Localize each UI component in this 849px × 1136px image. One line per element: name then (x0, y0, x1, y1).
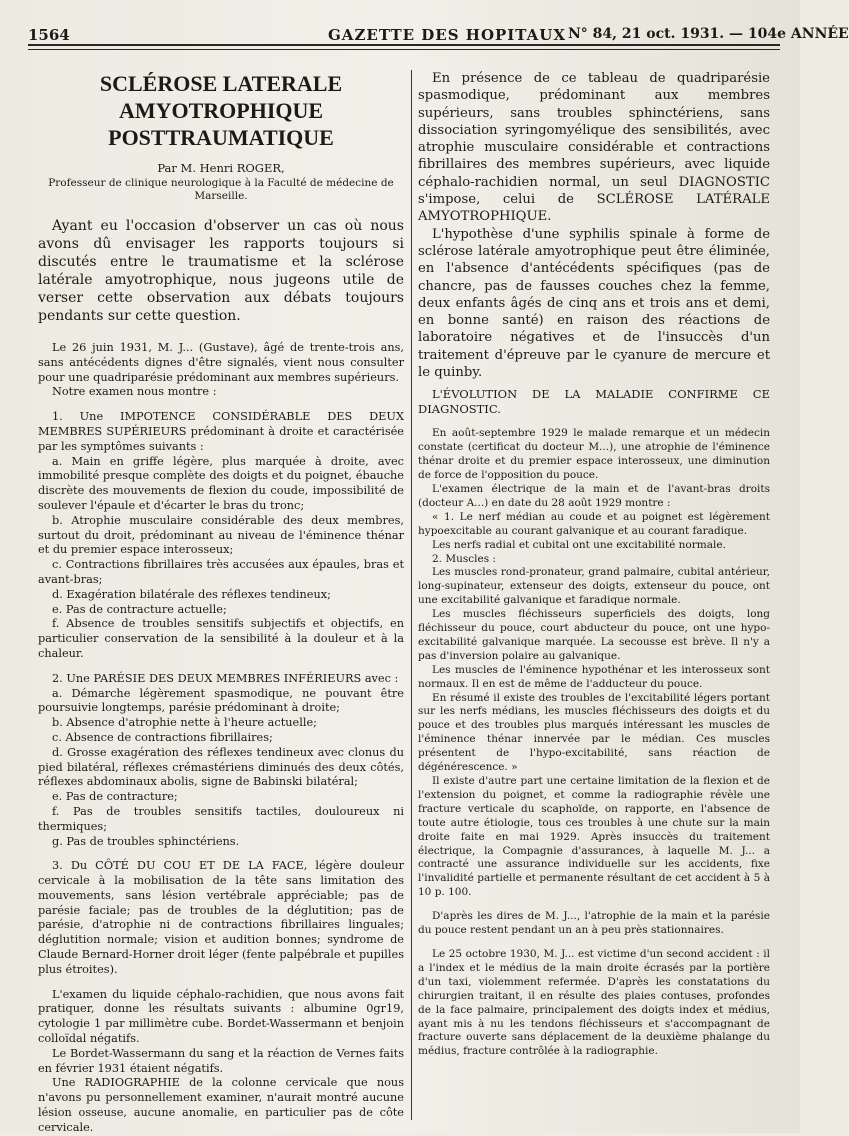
section-2-item-f: f. Pas de troubles sensitifs tactiles, douloureux ni thermiques; (38, 804, 404, 833)
stationary-paragraph: D'après les dires de M. J..., l'atrophie de la main et la parésie du pouce restent pendant un an à peu près stationnaires. (418, 910, 770, 937)
section-2-item-e: e. Pas de contracture; (52, 790, 178, 804)
author-byline: Par M. Henri ROGER, (157, 161, 285, 175)
section-1-item-a: a. Main en griffe légère, plus marquée à droite, avec immobilité presque complète des doigts et du poignet, ébauche discrète des mouvements de flexion du coude, impossibilité de soulever l'épaule et d'écarter le bras du tronc; (38, 454, 404, 512)
diagnosis-paragraph: En présence de ce tableau de quadriparésie spasmodique, prédominant aux membres supérieurs, sans troubles sphinctériens, sans dissociation syringomyélique des sensibilités, avec atrophie musculaire considérable et contractions fibrillaires des membres supérieurs, avec liquide céphalo-rachidien normal, un seul DIAGNOSTIC s'impose, celui de SCLÉROSE LATÉRALE AMYOTROPHIQUE. (418, 71, 770, 225)
page-header (28, 18, 849, 44)
history-paragraph: En août-septembre 1929 le malade remarque et un médecin constate (certificat du docteur M...), une atrophie de l'éminence thénar droite et du premier espace interosseux, une diminution de force de l'opposition du pouce. (418, 427, 770, 482)
right-column (418, 70, 770, 1059)
section-1-item-d: d. Exagération bilatérale des réflexes tendineux; (52, 587, 331, 601)
summary-paragraph: En résumé il existe des troubles de l'excitabilité légers portant sur les nerfs médians, les muscles fléchisseurs des doigts et du pouce et des troubles plus marqués intéressant les muscles de l'éminence thénar innervée par le médian. Ces muscles présentent de l'hypo-excitabilité, sans réaction de dégénérescence. » (418, 691, 770, 774)
section-2-item-d: d. Grosse exagération des réflexes tendineux avec clonus du pied bilatéral, réflexes crémastériens diminués des deux côtés, réflexes abdominaux abolis, signe de Babinski bilatéral; (38, 745, 404, 789)
muscles-heading: 2. Muscles : (432, 552, 496, 565)
page-number: 1564 (28, 26, 70, 44)
issue-info: N° 84, 21 oct. 1931. — 104e ANNÉE (568, 26, 849, 42)
article-title (38, 70, 404, 151)
section-3-paragraph: 3. Du CÔTÉ DU COU ET DE LA FACE, légère douleur cervicale à la mobilisation de la tête sans limitation des mouvements, sans lésion vertébrale appréciable; pas de parésie faciale; pas de troubles de la déglutition; pas de parésie, d'atrophie ni de contractions fibrillaires linguales; déglutition normale; vision et audition bonnes; syndrome de Claude Bernard-Horner droit léger (fente palpébrale et pupilles plus étroites). (38, 859, 405, 976)
radiography-paragraph: Une RADIOGRAPHIE de la colonne cervicale que nous n'avons pu personnellement examiner, n'aurait montré aucune lésion osseuse, aucune anomalie, en particulier pas de côte cervicale. (38, 1076, 404, 1134)
section-1-item-c: c. Contractions fibrillaires très accusées aux épaules, bras et avant-bras; (38, 558, 404, 586)
section-2-item-c: c. Absence de contractions fibrillaires; (52, 730, 273, 744)
syphilis-paragraph: L'hypothèse d'une syphilis spinale à forme de sclérose latérale amyotrophique peut être éliminée, en l'absence d'antécédents spécifiques (pas de chancre, pas de fausses couches chez la femme, deux enfants âgés de cinq ans et trois ans et demi, en bonne santé) en raison des réactions de laboratoire négatives et de l'insuccès d'un traitement d'épreuve par le cyanure de mercure et le quinby. (418, 226, 770, 381)
nerve-result: « 1. Le nerf médian au coude et au poignet est légèrement hypoexcitable au courant galvanique et au courant faradique. (418, 510, 770, 537)
column-divider (411, 70, 412, 1120)
section-1-heading: 1. Une IMPOTENCE CONSIDÉRABLE DES DEUX MEMBRES SUPÉRIEURS prédominant à droite et caractérisée par les symptômes suivants : (38, 410, 404, 453)
nerve-normal: Les nerfs radial et cubital ont une excitabilité normale. (432, 538, 726, 551)
section-2-item-g: g. Pas de troubles sphinctériens. (52, 834, 240, 848)
title-line-1: SCLÉROSE LATERALE AMYOTROPHIQUE (99, 71, 343, 123)
section-1-item-f: f. Absence de troubles sensitifs subjectifs et objectifs, en particulier conservation de la sensibilité à la douleur et à la chaleur. (38, 617, 404, 660)
left-column (38, 70, 404, 1136)
muscles-hypo: Les muscles fléchisseurs superficiels des doigts, long fléchisseur du pouce, court abducteur du pouce, ont une hypo-excitabilité galvanique marquée. La secousse est brève. Il n'y a pas d'inversion polaire au galvanique. (418, 608, 770, 662)
section-1-item-e: e. Pas de contracture actuelle; (52, 602, 227, 616)
evolution-heading: L'ÉVOLUTION DE LA MALADIE CONFIRME CE DIAGNOSTIC. (418, 387, 770, 417)
section-2-item-a: a. Démarche légèrement spasmodique, ne pouvant être poursuivie longtemps, parésie prédominant à droite; (38, 686, 404, 715)
muscles-hypothenar: Les muscles de l'éminence hypothénar et les interosseux sont normaux. Il en est de même de l'adducteur du pouce. (418, 663, 770, 690)
section-2-item-b: b. Absence d'atrophie nette à l'heure actuelle; (52, 716, 317, 730)
header-rule-thin (28, 49, 780, 50)
author-affiliation: Professeur de clinique neurologique à la Faculté de médecine de Marseille. (48, 177, 394, 202)
header-rule-thick (28, 44, 780, 46)
section-2-heading: 2. Une PARÉSIE DES DEUX MEMBRES INFÉRIEURS avec : (52, 671, 399, 685)
serology-paragraph: Le Bordet-Wassermann du sang et la réaction de Vernes faits en février 1931 étaient négatifs. (38, 1046, 404, 1075)
csf-paragraph: L'examen du liquide céphalo-rachidien, que nous avons fait pratiquer, donne les résultats suivants : albumine 0gr19, cytologie 1 par millimètre cube. Bordet-Wassermann et benjoin colloïdal négatifs. (38, 987, 404, 1046)
intro-paragraph: Ayant eu l'occasion d'observer un cas où nous avons dû envisager les rapports toujours si discutés entre le traumatisme et la sclérose latérale amyotrophique, nous jugeons utile de verser cette observation aux débats toujours pendants sur cette question. (38, 218, 404, 324)
electrical-exam-intro: L'examen électrique de la main et de l'avant-bras droits (docteur A...) en date du 28 août 1929 montre : (418, 482, 770, 509)
wrist-paragraph: Il existe d'autre part une certaine limitation de la flexion et de l'extension du poignet, et comme la radiographie révèle une fracture verticale du scaphoïde, on rapporte, en l'absence de toute autre étiologie, tous ces troubles à une chute sur la main droite faite en mai 1929. Après insuccès du traitement électrique, la Compagnie d'assurances, à laquelle M. J... a contracté une assurance individuelle sur les accidents, fixe l'invalidité partielle et permanente résultant de cet accident à 5 à 10 p. 100. (418, 775, 770, 899)
journal-name: GAZETTE DES HOPITAUX (328, 26, 567, 44)
muscles-normal: Les muscles rond-pronateur, grand palmaire, cubital antérieur, long-supinateur, extenseur des doigts, extenseur du pouce, ont une excitabilité galvanique et faradique normale. (418, 566, 770, 607)
exam-intro: Notre examen nous montre : (52, 385, 217, 399)
title-line-2: POSTTRAUMATIQUE (108, 125, 334, 150)
case-paragraph: Le 26 juin 1931, M. J... (Gustave), âgé de trente-trois ans, sans antécédents dignes d'être signalés, vient nous consulter pour une quadriparésie prédominant aux membres supérieurs. (38, 341, 404, 384)
section-1-item-b: b. Atrophie musculaire considérable des deux membres, surtout du droit, prédominant au niveau de l'éminence thénar et du premier espace interosseux; (38, 513, 404, 557)
second-accident-paragraph: Le 25 octobre 1930, M. J... est victime d'un second accident : il a l'index et le médius de la main droite écrasés par la portière d'un taxi, violemment refermée. D'après les constatations du chirurgien traitant, il en résulte des plaies contuses, profondes de la face palmaire, principalement des doigts index et médius, ayant mis à nu les tendons fléchisseurs et s'accompagnant de fracture ouverte sans déplacement de la deuxième phalange du médius, fracture contrôlée à la radiographie. (418, 947, 770, 1058)
